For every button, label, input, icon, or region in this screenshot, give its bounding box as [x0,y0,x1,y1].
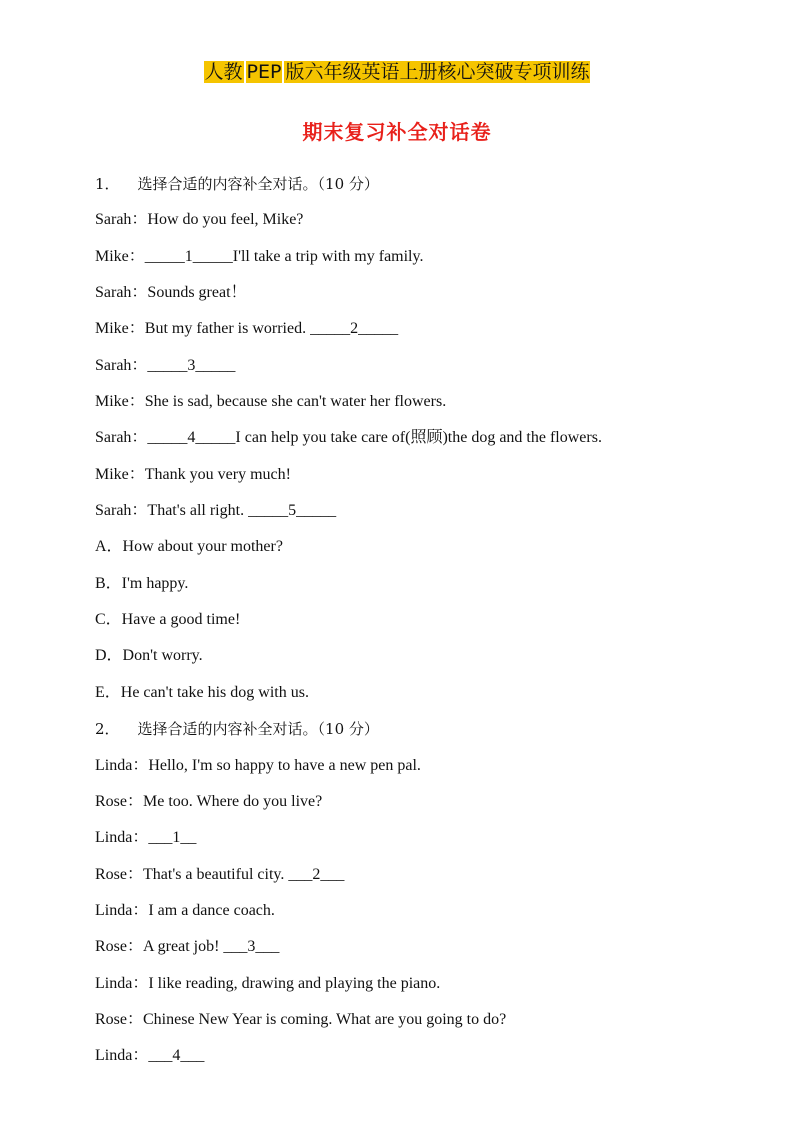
dialog-line: Rose：A great job! ___3___ [95,938,280,956]
question-number: 2． [95,720,120,739]
dialog-line: Linda：I am a dance coach. [95,901,275,919]
dialog-line: Sarah：_____3_____ [95,356,236,374]
dialog-line: Sarah：That's all right. _____5_____ [95,502,337,520]
answer-option: E．He can't take his dog with us. [95,683,309,701]
dialog-line: Rose：Me too. Where do you live? [95,792,323,810]
dialog-line: Rose：Chinese New Year is coming. What are you going to do? [95,1010,507,1028]
answer-option: D．Don't worry. [95,647,203,665]
question-instruction: 选择合适的内容补全对话。（10 分） [137,175,379,193]
dialog-line: Linda：___1__ [95,829,197,847]
header-title [203,54,592,90]
question-instruction: 选择合适的内容补全对话。（10 分） [137,720,379,739]
dialog-line: Linda：Hello, I'm so happy to have a new pen pal. [95,756,421,774]
answer-option: C．Have a good time! [95,611,241,629]
header-title-part: PEP [246,61,282,83]
dialog-line: Linda：I like reading, drawing and playing the piano. [95,974,441,992]
dialog-line: Mike：But my father is worried. _____2_____ [95,320,399,338]
worksheet-content [95,166,735,1075]
dialog-line: Linda：___4___ [95,1047,205,1065]
header-title-part: 人教 [204,61,243,83]
question-number: 1． [95,175,120,193]
answer-option: B．I'm happy. [95,574,189,592]
question-heading [95,166,735,202]
header-title-part: 版六年级英语上册核心突破专项训练 [285,61,590,83]
question-heading [95,711,735,747]
dialog-line: Sarah：_____4_____I can help you take care of(照顾)the dog and the flowers. [95,429,602,447]
page-header [0,54,794,90]
dialog-line: Sarah：How do you feel, Mike? [95,211,304,229]
page-subtitle: 期末复习补全对话卷 [302,120,492,144]
dialog-line: Mike：Thank you very much! [95,465,291,483]
answer-option: A．How about your mother? [95,538,283,556]
dialog-line: Rose：That's a beautiful city. ___2___ [95,865,345,883]
dialog-line: Mike：_____1_____I'll take a trip with my family. [95,247,424,265]
dialog-line: Sarah：Sounds great！ [95,284,247,302]
dialog-line: Mike：She is sad, because she can't water her flowers. [95,393,447,411]
